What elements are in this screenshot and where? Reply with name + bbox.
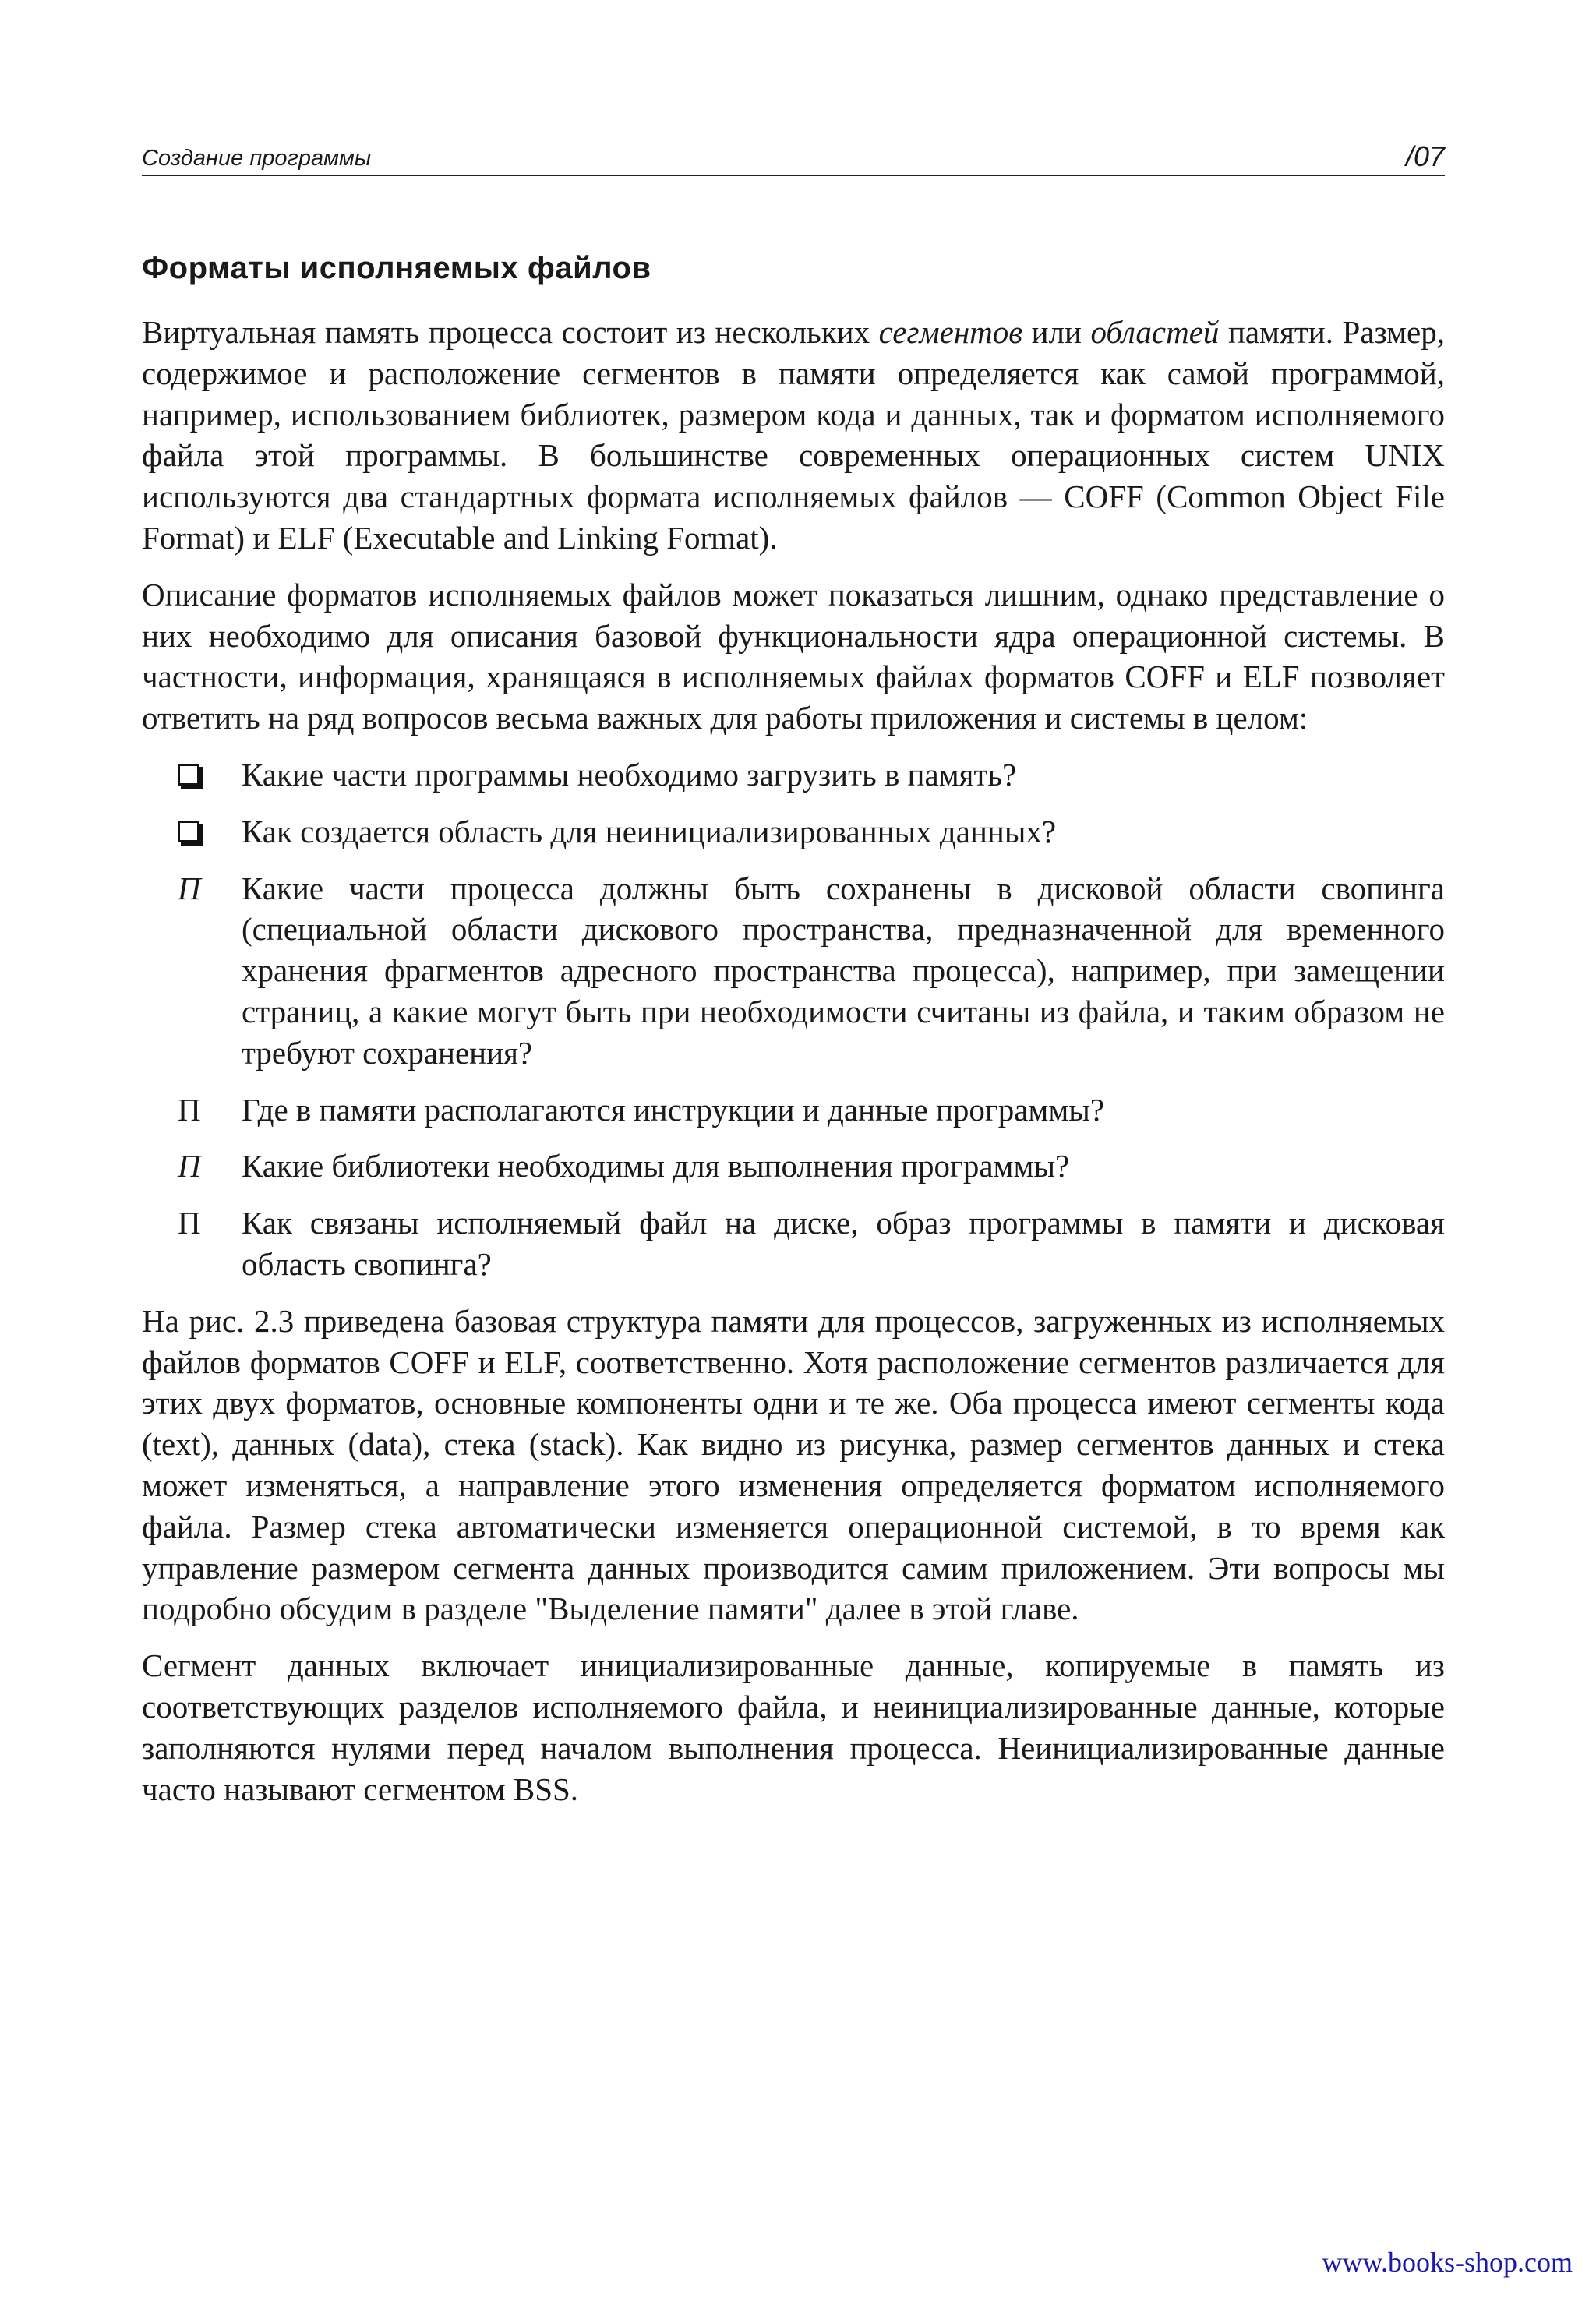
list-marker: П	[178, 1205, 201, 1241]
body-text	[142, 312, 1445, 1825]
section-title: Форматы исполняемых файлов	[142, 251, 651, 285]
footer-website-link[interactable]: www.books-shop.com	[1322, 2247, 1573, 2278]
running-header-title: Создание программы	[142, 146, 372, 171]
page-number: /07	[1405, 140, 1445, 172]
list-item: П Какие библиотеки необходимы для выполнения программы?	[142, 1146, 1445, 1187]
paragraph-2: Описание форматов исполняемых файлов может показаться лишним, однако представление о них необходимо для описания базовой функциональности ядра операционной системы. В частности, информация, хранящаяся в исполняемых файлах форматов COFF и ELF позволяет ответить на ряд вопросов весьма важных для работы приложения и системы в целом:	[142, 576, 1445, 736]
list-item: П Где в памяти располагаются инструкции и данные программы?	[142, 1089, 1445, 1131]
emphasis-areas: областей	[1090, 314, 1220, 350]
emphasis-segments: сегментов	[878, 314, 1023, 350]
checkbox-square-icon	[178, 811, 217, 853]
list-item: П Как связаны исполняемый файл на диске, образ программы в памяти и дисковая область свопинга?	[142, 1202, 1445, 1285]
running-header	[142, 137, 1445, 176]
question-list	[142, 754, 1445, 1285]
list-marker: П	[178, 1091, 201, 1128]
paragraph-3: На рис. 2.3 приведена базовая структура памяти для процессов, загруженных из исполняемых файлов форматов COFF и ELF, соответственно. Хотя расположение сегментов различается для этих двух форматов, основные компоненты одни и те же. Оба процесса имеют сегменты кода (text), данных (data), стека (stack). Как видно из рисунка, размер сегментов данных и стека может изменяться, а направление этого изменения определяется форматом исполняемого файла. Размер стека автоматически изменяется операционной системой, в то время как управление размером сегмента данных производится самим приложением. Эти вопросы мы подробно обсудим в разделе "Выделение памяти" далее в этой главе.	[142, 1302, 1445, 1627]
list-marker: П	[178, 870, 201, 906]
paragraph-4: Сегмент данных включает инициализированные данные, копируемые в память из соответствующих разделов исполняемого файла, и неинициализированные данные, которые заполняются нулями перед началом выполнения процесса. Неинициализированные данные часто называют сегментом BSS.	[142, 1647, 1445, 1807]
list-item: Какие части программы необходимо загрузить в память?	[142, 754, 1445, 796]
paragraph-1: Виртуальная память процесса состоит из нескольких сегментов или областей памяти. Размер, содержимое и расположение сегментов в памяти определяется как самой программой, например, использованием библиотек, размером кода и данных, так и форматом исполняемого файла этой программы. В большинстве современных операционных систем UNIX используются два стандартных формата исполняемых файлов — COFF (Common Object File Format) и ELF (Executable and Linking Format).	[142, 314, 1445, 556]
list-item: П Какие части процесса должны быть сохранены в дисковой области свопинга (специальной области дискового пространства, предназначенной для временного хранения фрагментов адресного пространства процесса), например, при замещении страниц, а какие могут быть при необходимости считаны из файла, и таким образом не требуют сохранения?	[142, 868, 1445, 1074]
checkbox-square-icon	[178, 754, 217, 796]
list-marker: П	[178, 1148, 201, 1185]
list-item: Как создается область для неинициализированных данных?	[142, 811, 1445, 853]
